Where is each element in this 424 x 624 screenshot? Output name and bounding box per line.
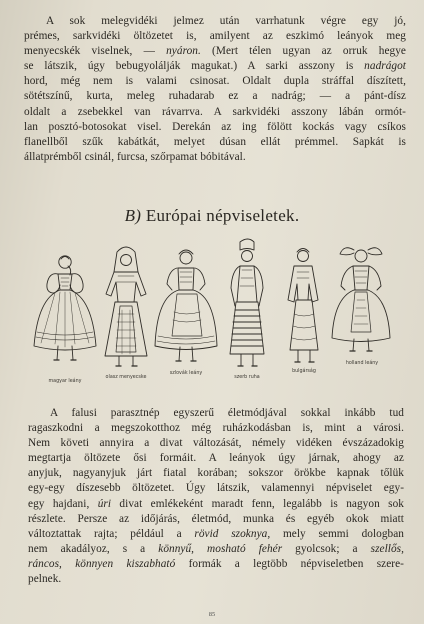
text-line	[24, 59, 406, 74]
costume-illustration	[28, 236, 400, 396]
text-run: (Mert télen ugyan az orruk hegye	[200, 45, 406, 58]
text-run: A falusi parasztnép egyszerű életmódjával sokkal inkább tud	[50, 407, 404, 419]
text-run: se látszik, úgy bebugyolálják magukat.) A sarki asszony is	[24, 60, 365, 73]
figure-hungarian-girl	[34, 256, 96, 360]
text-line	[28, 436, 404, 451]
text-line	[28, 542, 404, 557]
text-run: A sok melegvidéki jelmez után varrhatunk végre egy jó,	[46, 15, 406, 27]
figure-italian-woman	[105, 247, 147, 366]
text-line	[28, 572, 404, 587]
page-number: 85	[208, 611, 216, 618]
figure-dutch-girl	[332, 248, 390, 351]
text-run: változtattak rajta; például a	[28, 527, 195, 540]
text-run: nem akadályoz, s a	[28, 542, 159, 555]
text-run: anyjuk, nagyanyjuk járt fiatal korában; sokszor örökbe kapnak tőlük	[28, 467, 404, 480]
text-run: lan posztó-botosokat visel. Derekán az ing fölött kockás vagy csíkos	[24, 120, 406, 133]
text-line	[24, 14, 406, 29]
text-line	[28, 512, 404, 527]
italic-run: rövid szoknya,	[194, 527, 271, 540]
text-line	[24, 44, 406, 59]
text-run: ragaszkodni a megszokotthoz még ruházkodásban is, mint a városi.	[28, 422, 404, 435]
text-line	[28, 557, 404, 572]
text-line	[24, 105, 406, 120]
paragraph-peasant-costume	[28, 406, 404, 587]
text-run: egy hajdani,	[28, 497, 98, 510]
text-line	[28, 406, 404, 421]
text-run: sötétszínű, kurta, meleg ruhadarab ez a nadrág; — a pánt-dísz	[24, 90, 406, 103]
text-run: pelnek.	[28, 573, 62, 586]
text-run: oldalt a zsebekkel van rávarrva. A sarkvidéki asszony lábán ormót-	[24, 105, 406, 118]
paragraph-eskimo-costume	[24, 14, 406, 165]
caption-dutch: holland leány	[345, 361, 379, 366]
italic-run: szellős,	[370, 542, 404, 555]
text-line	[28, 497, 404, 512]
text-run: gyolcsok; a	[282, 542, 371, 555]
caption-hungarian: magyar leány	[48, 379, 82, 384]
italic-run: úri	[97, 497, 112, 510]
italic-run: ráncos, könnyen kiszabható	[28, 557, 176, 570]
figure-bulgarian-woman	[288, 249, 318, 363]
caption-slovak: szlovák leány	[169, 371, 203, 376]
text-line	[24, 135, 406, 150]
text-run: flanellből szűk kabátkát, melyet dúsan ellát prémmel. Sapkát is	[24, 135, 406, 148]
caption-bulgarian: bulgárság	[292, 369, 316, 374]
caption-italian: olasz menyecske	[105, 375, 147, 380]
text-run: mely semmi dologban	[270, 527, 405, 540]
text-line	[28, 451, 404, 466]
figure-slovak-girl	[155, 250, 217, 361]
figure-serbian-woman	[230, 239, 264, 366]
text-line	[28, 481, 404, 496]
text-run: prémes, sarkvidéki öltözetet is, amilyent az eszkimó leányok meg	[24, 30, 406, 43]
text-line	[28, 466, 404, 481]
text-line	[24, 74, 406, 89]
text-run: részlete. Persze az időjárás, életmód, munka és egyéb okok miatt	[28, 512, 404, 525]
text-run: hord, még nem is valami csinosat. Oldalt dupla stráffal díszített,	[24, 75, 406, 88]
italic-run: könnyű, mosható fehér	[158, 542, 283, 555]
text-run: megtartja öltözete ősi formáit. A leányok úgy járnak, ahogy az	[28, 452, 404, 465]
section-title: Európai népviseletek.	[145, 206, 300, 225]
section-heading	[0, 206, 424, 226]
text-run: divat emlékeként maradt fenn, legalább is nagyon sok	[111, 497, 404, 510]
section-letter: B)	[124, 206, 142, 225]
text-run: állatprémből csinál, furcsa, szőrpamat bóbitával.	[24, 150, 246, 163]
text-line	[24, 150, 406, 165]
text-line	[28, 421, 404, 436]
text-line	[24, 89, 406, 104]
text-run: formák a legtöbb népviseletben szere-	[175, 557, 404, 570]
text-line	[24, 29, 406, 44]
text-line	[28, 527, 404, 542]
text-run: menyecskék viselnek, —	[24, 45, 167, 58]
text-run: egy-egy díszesebb öltözetet. Úgy látszik, valamennyi népviselet egy-	[28, 482, 404, 495]
italic-run: nadrágot	[364, 60, 406, 73]
italic-run: nyáron.	[166, 45, 201, 58]
text-run: Nem követi annyira a divat változását, némely vidéken évszázadokig	[28, 437, 404, 450]
caption-serbian: szerb ruha	[234, 375, 260, 380]
text-line	[24, 120, 406, 135]
